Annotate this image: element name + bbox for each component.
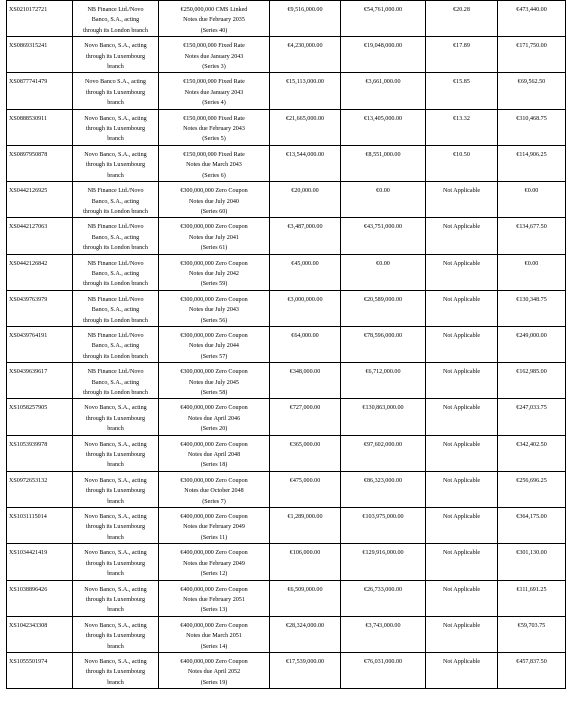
rate-cell: €13.32 bbox=[426, 109, 498, 145]
issuer-cell bbox=[73, 73, 159, 109]
rate-cell: Not Applicable bbox=[426, 652, 498, 688]
description-line: €150,000,000 Fixed Rate bbox=[183, 151, 245, 158]
description-line: (Series 14) bbox=[200, 643, 228, 650]
description-line: €150,000,000 Fixed Rate bbox=[183, 115, 245, 122]
description-line: (Series 58) bbox=[200, 390, 228, 396]
isin-cell: XS0972653132 bbox=[7, 471, 73, 507]
issuer-line: branch bbox=[107, 498, 124, 505]
isin-cell: XS1038896426 bbox=[7, 580, 73, 616]
table-row bbox=[7, 508, 566, 544]
amount-cell: €20,000.00 bbox=[270, 182, 341, 218]
rate-cell: €20.28 bbox=[426, 1, 498, 37]
issuer-line: through its Luxembourg bbox=[85, 415, 146, 422]
description-line: €300,000,000 Zero Coupon bbox=[180, 224, 248, 231]
description-line: Notes due January 2043 bbox=[184, 53, 244, 60]
description-line: Notes due March 2043 bbox=[186, 162, 242, 169]
amount-cell: €28,324,000.00 bbox=[270, 616, 341, 652]
issuer-line: through its Luxembourg bbox=[85, 669, 146, 676]
issuer-line: Novo Banco, S.A., acting bbox=[84, 477, 147, 484]
description-line: Notes due July 2043 bbox=[189, 307, 239, 314]
description-line: Notes due July 2044 bbox=[189, 343, 239, 350]
isin-cell: XS0439639617 bbox=[7, 363, 73, 399]
description-cell bbox=[159, 145, 270, 181]
amount-cell: €130,863,000.00 bbox=[341, 399, 426, 435]
issuer-line: Novo Banco, S.A., acting bbox=[84, 514, 147, 521]
description-cell bbox=[159, 399, 270, 435]
description-line: (Series 4) bbox=[202, 100, 226, 107]
issuer-cell bbox=[73, 109, 159, 145]
amount-cell: €130,348.75 bbox=[498, 290, 566, 326]
description-cell bbox=[159, 182, 270, 218]
issuer-line: branch bbox=[107, 643, 124, 650]
description-line: Notes due February 2051 bbox=[183, 596, 245, 603]
description-line: Notes due April 2046 bbox=[187, 415, 241, 422]
description-line: €150,000,000 Fixed Rate bbox=[183, 79, 245, 86]
table-row bbox=[7, 37, 566, 73]
amount-cell: €17,539,000.00 bbox=[270, 652, 341, 688]
amount-cell: €3,487,000.00 bbox=[270, 218, 341, 254]
issuer-cell bbox=[73, 616, 159, 652]
description-line: (Series 20) bbox=[200, 426, 228, 433]
description-cell bbox=[159, 508, 270, 544]
issuer-line: through its Luxembourg bbox=[85, 89, 146, 96]
amount-cell: €342,402.50 bbox=[498, 435, 566, 471]
amount-cell: €0.00 bbox=[341, 182, 426, 218]
amount-cell: €365,000.00 bbox=[270, 435, 341, 471]
table-row bbox=[7, 182, 566, 218]
issuer-cell bbox=[73, 218, 159, 254]
description-cell bbox=[159, 580, 270, 616]
amount-cell: €3,743,000.00 bbox=[341, 616, 426, 652]
rate-cell: Not Applicable bbox=[426, 218, 498, 254]
table-row bbox=[7, 435, 566, 471]
table-row bbox=[7, 616, 566, 652]
amount-cell: €727,000.00 bbox=[270, 399, 341, 435]
table-row bbox=[7, 326, 566, 362]
description-line: €400,000,000 Zero Coupon bbox=[180, 622, 248, 629]
issuer-line: branch bbox=[107, 136, 124, 143]
issuer-cell bbox=[73, 290, 159, 326]
amount-cell: €1,289,000.00 bbox=[270, 508, 341, 544]
isin-cell: XS1053939978 bbox=[7, 435, 73, 471]
issuer-line: NB Finance Ltd./Novo bbox=[87, 7, 144, 13]
amount-cell: €249,000.00 bbox=[498, 326, 566, 362]
isin-cell: XS1042343308 bbox=[7, 616, 73, 652]
issuer-line: through its Luxembourg bbox=[85, 596, 146, 603]
amount-cell: €6,509,000.00 bbox=[270, 580, 341, 616]
issuer-line: Novo Banco, S.A., acting bbox=[84, 441, 147, 448]
description-cell bbox=[159, 435, 270, 471]
issuer-line: Banco, S.A., acting bbox=[91, 17, 140, 24]
issuer-cell bbox=[73, 363, 159, 399]
amount-cell: €162,985.00 bbox=[498, 363, 566, 399]
amount-cell: €78,596,000.00 bbox=[341, 326, 426, 362]
issuer-line: Novo Banco, S.A., acting bbox=[84, 115, 147, 122]
amount-cell: €3,000,000.00 bbox=[270, 290, 341, 326]
amount-cell: €171,750.00 bbox=[498, 37, 566, 73]
amount-cell: €69,562.50 bbox=[498, 73, 566, 109]
amount-cell: €6,712,000.00 bbox=[341, 363, 426, 399]
issuer-line: through its London branch bbox=[83, 27, 148, 34]
issuer-cell bbox=[73, 544, 159, 580]
description-cell bbox=[159, 109, 270, 145]
table-row bbox=[7, 399, 566, 435]
issuer-line: Novo Banco, S.A., acting bbox=[84, 586, 147, 593]
issuer-line: NB Finance Ltd./Novo bbox=[87, 332, 144, 339]
amount-cell: €20,589,000.00 bbox=[341, 290, 426, 326]
issuer-line: NB Finance Ltd./Novo bbox=[87, 224, 144, 231]
amount-cell: €0.00 bbox=[341, 254, 426, 290]
rate-cell: Not Applicable bbox=[426, 616, 498, 652]
description-line: Notes due January 2043 bbox=[184, 89, 244, 96]
issuer-line: through its Luxembourg bbox=[85, 560, 146, 567]
isin-cell: XS0442126842 bbox=[7, 254, 73, 290]
description-cell bbox=[159, 218, 270, 254]
rate-cell: Not Applicable bbox=[426, 363, 498, 399]
rate-cell: Not Applicable bbox=[426, 254, 498, 290]
issuer-line: Banco, S.A., acting bbox=[91, 198, 140, 205]
description-line: Notes due July 2042 bbox=[189, 270, 239, 277]
issuer-line: Novo Banco, S.A., acting bbox=[84, 550, 147, 557]
description-line: €400,000,000 Zero Coupon bbox=[180, 658, 248, 665]
description-line: (Series 40) bbox=[200, 27, 228, 34]
description-cell bbox=[159, 254, 270, 290]
issuer-line: Novo Banco, S.A., acting bbox=[84, 43, 147, 50]
issuer-line: through its London branch bbox=[83, 281, 148, 288]
amount-cell: €9,516,000.00 bbox=[270, 1, 341, 37]
description-cell bbox=[159, 73, 270, 109]
amount-cell: €364,175.00 bbox=[498, 508, 566, 544]
issuer-line: Novo Banco, S.A., acting bbox=[84, 405, 147, 412]
issuer-cell bbox=[73, 1, 159, 37]
description-line: €300,000,000 Zero Coupon bbox=[180, 332, 248, 339]
rate-cell: Not Applicable bbox=[426, 580, 498, 616]
table-row bbox=[7, 145, 566, 181]
issuer-line: through its London branch bbox=[83, 390, 148, 396]
issuer-line: Novo Banco, S.A., acting bbox=[84, 622, 147, 629]
amount-cell: €8,551,000.00 bbox=[341, 145, 426, 181]
issuer-cell bbox=[73, 435, 159, 471]
description-line: Notes due April 2052 bbox=[187, 669, 241, 676]
description-line: Notes due February 2049 bbox=[183, 560, 245, 567]
description-line: Notes due March 2051 bbox=[186, 633, 242, 640]
isin-cell: XS0877741479 bbox=[7, 73, 73, 109]
description-line: €300,000,000 Zero Coupon bbox=[180, 188, 248, 195]
description-line: €300,000,000 Zero Coupon bbox=[180, 296, 248, 303]
notes-table bbox=[6, 0, 566, 689]
rate-cell: Not Applicable bbox=[426, 471, 498, 507]
issuer-line: NB Finance Ltd./Novo bbox=[87, 369, 144, 376]
description-line: Notes due July 2040 bbox=[189, 198, 239, 205]
description-line: Notes due July 2041 bbox=[189, 234, 239, 241]
table-row bbox=[7, 109, 566, 145]
description-line: €300,000,000 Zero Coupon bbox=[180, 260, 248, 267]
issuer-line: through its London branch bbox=[83, 245, 148, 252]
description-cell bbox=[159, 363, 270, 399]
issuer-line: branch bbox=[107, 607, 124, 614]
amount-cell: €301,130.00 bbox=[498, 544, 566, 580]
issuer-line: through its London branch bbox=[83, 353, 148, 360]
table-row bbox=[7, 580, 566, 616]
issuer-line: Novo Banco S.A., acting bbox=[85, 79, 146, 86]
amount-cell: €475,000.00 bbox=[270, 471, 341, 507]
isin-cell: XS0442127063 bbox=[7, 218, 73, 254]
description-line: (Series 12) bbox=[200, 571, 228, 578]
issuer-cell bbox=[73, 145, 159, 181]
amount-cell: €19,048,000.00 bbox=[341, 37, 426, 73]
issuer-cell bbox=[73, 182, 159, 218]
issuer-line: through its Luxembourg bbox=[85, 162, 146, 169]
rate-cell: Not Applicable bbox=[426, 508, 498, 544]
table-row bbox=[7, 218, 566, 254]
isin-cell: XS0888530911 bbox=[7, 109, 73, 145]
description-line: €400,000,000 Zero Coupon bbox=[180, 586, 248, 593]
description-line: (Series 6) bbox=[202, 172, 226, 179]
issuer-cell bbox=[73, 37, 159, 73]
amount-cell: €59,703.75 bbox=[498, 616, 566, 652]
issuer-cell bbox=[73, 508, 159, 544]
amount-cell: €13,405,000.00 bbox=[341, 109, 426, 145]
isin-cell: XS1031115014 bbox=[7, 508, 73, 544]
notes-table-body bbox=[7, 1, 566, 689]
issuer-line: branch bbox=[107, 64, 124, 71]
rate-cell: €17.89 bbox=[426, 37, 498, 73]
description-line: (Series 60) bbox=[200, 208, 228, 215]
issuer-line: NB Finance Ltd./Novo bbox=[87, 260, 144, 267]
rate-cell: Not Applicable bbox=[426, 399, 498, 435]
description-line: (Series 57) bbox=[200, 353, 228, 360]
issuer-cell bbox=[73, 399, 159, 435]
amount-cell: €310,468.75 bbox=[498, 109, 566, 145]
issuer-line: branch bbox=[107, 534, 124, 541]
isin-cell: XS1058257905 bbox=[7, 399, 73, 435]
isin-cell: XS0210172721 bbox=[7, 1, 73, 37]
description-line: (Series 18) bbox=[200, 462, 228, 469]
description-line: €300,000,000 Zero Coupon bbox=[180, 477, 248, 484]
description-line: (Series 59) bbox=[200, 281, 228, 288]
description-line: Notes due April 2048 bbox=[187, 452, 241, 459]
table-row bbox=[7, 544, 566, 580]
amount-cell: €106,000.00 bbox=[270, 544, 341, 580]
issuer-line: through its Luxembourg bbox=[85, 633, 146, 640]
description-line: Notes due July 2045 bbox=[189, 379, 239, 386]
description-cell bbox=[159, 544, 270, 580]
description-line: €300,000,000 Zero Coupon bbox=[180, 369, 248, 376]
issuer-line: Banco, S.A., acting bbox=[91, 270, 140, 277]
issuer-cell bbox=[73, 254, 159, 290]
description-line: Notes due February 2049 bbox=[183, 524, 245, 531]
amount-cell: €97,602,000.00 bbox=[341, 435, 426, 471]
description-line: (Series 3) bbox=[202, 64, 226, 71]
amount-cell: €26,733,000.00 bbox=[341, 580, 426, 616]
rate-cell: Not Applicable bbox=[426, 290, 498, 326]
description-line: Notes due February 2035 bbox=[183, 17, 245, 24]
issuer-cell bbox=[73, 652, 159, 688]
amount-cell: €54,761,000.00 bbox=[341, 1, 426, 37]
amount-cell: €348,000.00 bbox=[270, 363, 341, 399]
table-row bbox=[7, 254, 566, 290]
amount-cell: €129,916,000.00 bbox=[341, 544, 426, 580]
issuer-line: through its London branch bbox=[83, 208, 148, 215]
issuer-cell bbox=[73, 580, 159, 616]
amount-cell: €114,906.25 bbox=[498, 145, 566, 181]
issuer-cell bbox=[73, 471, 159, 507]
description-line: (Series 19) bbox=[200, 679, 228, 686]
amount-cell: €247,033.75 bbox=[498, 399, 566, 435]
description-cell bbox=[159, 652, 270, 688]
issuer-line: through its Luxembourg bbox=[85, 524, 146, 531]
issuer-line: through its Luxembourg bbox=[85, 488, 146, 495]
issuer-line: through its Luxembourg bbox=[85, 126, 146, 133]
issuer-line: Novo Banco, S.A., acting bbox=[84, 658, 147, 665]
issuer-line: branch bbox=[107, 100, 124, 107]
description-line: €400,000,000 Zero Coupon bbox=[180, 550, 248, 557]
table-row bbox=[7, 363, 566, 399]
rate-cell: Not Applicable bbox=[426, 326, 498, 362]
issuer-line: branch bbox=[107, 172, 124, 179]
issuer-line: branch bbox=[107, 462, 124, 469]
description-line: Notes due October 2048 bbox=[184, 488, 244, 495]
description-line: (Series 61) bbox=[200, 245, 228, 252]
issuer-line: branch bbox=[107, 571, 124, 578]
amount-cell: €45,000.00 bbox=[270, 254, 341, 290]
description-line: (Series 13) bbox=[200, 607, 228, 614]
issuer-line: branch bbox=[107, 426, 124, 433]
description-cell bbox=[159, 37, 270, 73]
amount-cell: €256,696.25 bbox=[498, 471, 566, 507]
description-line: €400,000,000 Zero Coupon bbox=[180, 441, 248, 448]
description-cell bbox=[159, 290, 270, 326]
description-line: Notes due February 2043 bbox=[183, 126, 245, 133]
description-line: (Series 7) bbox=[202, 498, 226, 505]
amount-cell: €103,975,000.00 bbox=[341, 508, 426, 544]
amount-cell: €457,837.50 bbox=[498, 652, 566, 688]
description-cell bbox=[159, 471, 270, 507]
issuer-line: through its Luxembourg bbox=[85, 53, 146, 60]
description-cell bbox=[159, 616, 270, 652]
table-row bbox=[7, 73, 566, 109]
rate-cell: €15.85 bbox=[426, 73, 498, 109]
amount-cell: €13,544,000.00 bbox=[270, 145, 341, 181]
amount-cell: €86,323,000.00 bbox=[341, 471, 426, 507]
amount-cell: €3,661,000.00 bbox=[341, 73, 426, 109]
description-line: €400,000,000 Zero Coupon bbox=[180, 514, 248, 521]
description-cell bbox=[159, 326, 270, 362]
description-line: €400,000,000 Zero Coupon bbox=[180, 405, 248, 412]
amount-cell: €0.00 bbox=[498, 254, 566, 290]
amount-cell: €76,031,000.00 bbox=[341, 652, 426, 688]
table-row bbox=[7, 290, 566, 326]
isin-cell: XS0439764191 bbox=[7, 326, 73, 362]
issuer-line: NB Finance Ltd./Novo bbox=[87, 296, 144, 303]
amount-cell: €0.00 bbox=[498, 182, 566, 218]
issuer-line: Banco, S.A., acting bbox=[91, 234, 140, 241]
description-line: (Series 56) bbox=[200, 317, 228, 324]
table-row bbox=[7, 471, 566, 507]
rate-cell: Not Applicable bbox=[426, 182, 498, 218]
amount-cell: €111,691.25 bbox=[498, 580, 566, 616]
issuer-line: Banco, S.A., acting bbox=[91, 307, 140, 314]
description-line: €150,000,000 Fixed Rate bbox=[183, 43, 245, 50]
issuer-line: Banco, S.A., acting bbox=[91, 343, 140, 350]
description-line: €250,000,000 CMS Linked bbox=[180, 7, 248, 13]
issuer-cell bbox=[73, 326, 159, 362]
isin-cell: XS1034421419 bbox=[7, 544, 73, 580]
amount-cell: €134,677.50 bbox=[498, 218, 566, 254]
description-line: (Series 5) bbox=[202, 136, 226, 143]
issuer-line: Banco, S.A., acting bbox=[91, 379, 140, 386]
isin-cell: XS0869315241 bbox=[7, 37, 73, 73]
amount-cell: €21,665,000.00 bbox=[270, 109, 341, 145]
isin-cell: XS0442126925 bbox=[7, 182, 73, 218]
rate-cell: Not Applicable bbox=[426, 544, 498, 580]
table-row bbox=[7, 1, 566, 37]
amount-cell: €64,000.00 bbox=[270, 326, 341, 362]
issuer-line: NB Finance Ltd./Novo bbox=[87, 188, 144, 195]
amount-cell: €4,230,000.00 bbox=[270, 37, 341, 73]
issuer-line: through its Luxembourg bbox=[85, 452, 146, 459]
rate-cell: €10.50 bbox=[426, 145, 498, 181]
table-row bbox=[7, 652, 566, 688]
description-cell bbox=[159, 1, 270, 37]
rate-cell: Not Applicable bbox=[426, 435, 498, 471]
issuer-line: branch bbox=[107, 679, 124, 686]
amount-cell: €473,440.00 bbox=[498, 1, 566, 37]
amount-cell: €15,113,000.00 bbox=[270, 73, 341, 109]
issuer-line: Novo Banco, S.A., acting bbox=[84, 151, 147, 158]
description-line: (Series 11) bbox=[200, 534, 228, 541]
amount-cell: €43,751,000.00 bbox=[341, 218, 426, 254]
isin-cell: XS0897950878 bbox=[7, 145, 73, 181]
isin-cell: XS0439763979 bbox=[7, 290, 73, 326]
issuer-line: through its London branch bbox=[83, 317, 148, 324]
isin-cell: XS1055501974 bbox=[7, 652, 73, 688]
